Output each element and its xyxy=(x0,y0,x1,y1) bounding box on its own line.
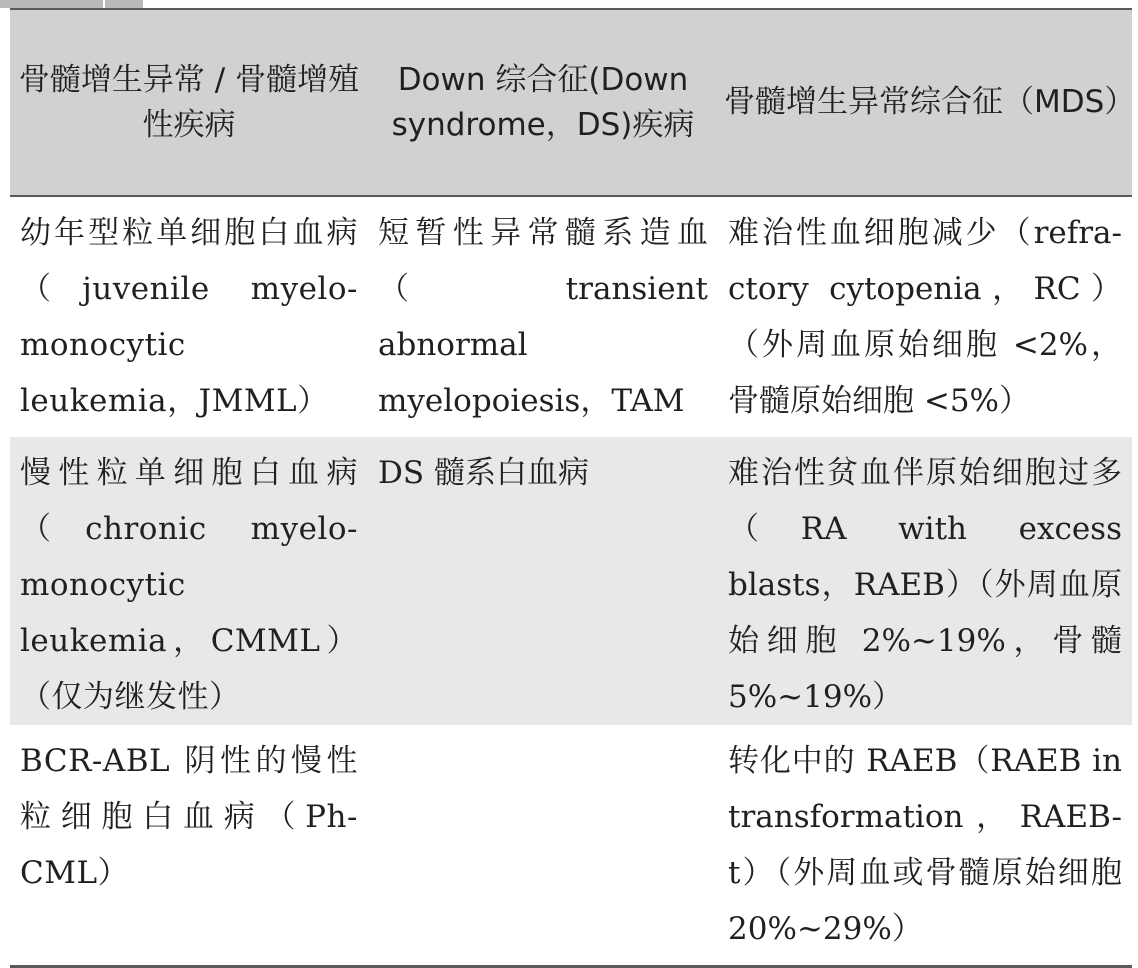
cell-raeb: 难治性贫血伴原始细胞过多（RA with excess blasts，RAEB）（外周血原始细胞 2%~19%，骨髓 5%~19%） xyxy=(718,437,1132,725)
table-header xyxy=(10,9,1136,196)
table-row xyxy=(10,196,1132,437)
cell-rc: 难治性血细胞减少（refra-ctory cytopenia，RC）（外周血原始细胞 <2%，骨髓原始细胞 <5%） xyxy=(728,215,1122,419)
corner-tab-decoration xyxy=(0,0,143,8)
header-mds: 骨髓增生异常综合征（MDS） xyxy=(718,9,1132,196)
header-mds-mpn: 骨髓增生异常 / 骨髓增殖性疾病 xyxy=(10,9,368,196)
header-row xyxy=(10,9,1132,196)
table-body xyxy=(10,196,1132,967)
cell-cmml: 慢性粒单细胞白血病（chronic myelo-monocytic leukemia，CMML）（仅为继发性） xyxy=(10,437,368,725)
cell-raeb-t: 转化中的 RAEB（RAEB in transformation，RAEB-t）（外周血或骨髓原始细胞 20%~29%） xyxy=(718,725,1132,967)
cell-empty xyxy=(368,725,718,967)
classification-table xyxy=(10,8,1136,968)
cell-jmml: 幼年型粒单细胞白血病（juvenile myelo-monocytic leukemia，JMML） xyxy=(20,215,358,419)
cell-ph-cml: BCR-ABL 阴性的慢性粒细胞白血病（Ph-CML） xyxy=(10,725,368,967)
cell-ds-myeloid-leukemia: DS 髓系白血病 xyxy=(368,437,718,725)
header-down-syndrome: Down 综合征(Down syndrome，DS)疾病 xyxy=(368,9,718,196)
table-row xyxy=(10,725,1132,967)
cell-tam: 短暂性异常髓系造血（transient abnormal myelopoiesis，TAM xyxy=(378,215,708,419)
table-row xyxy=(10,437,1132,725)
